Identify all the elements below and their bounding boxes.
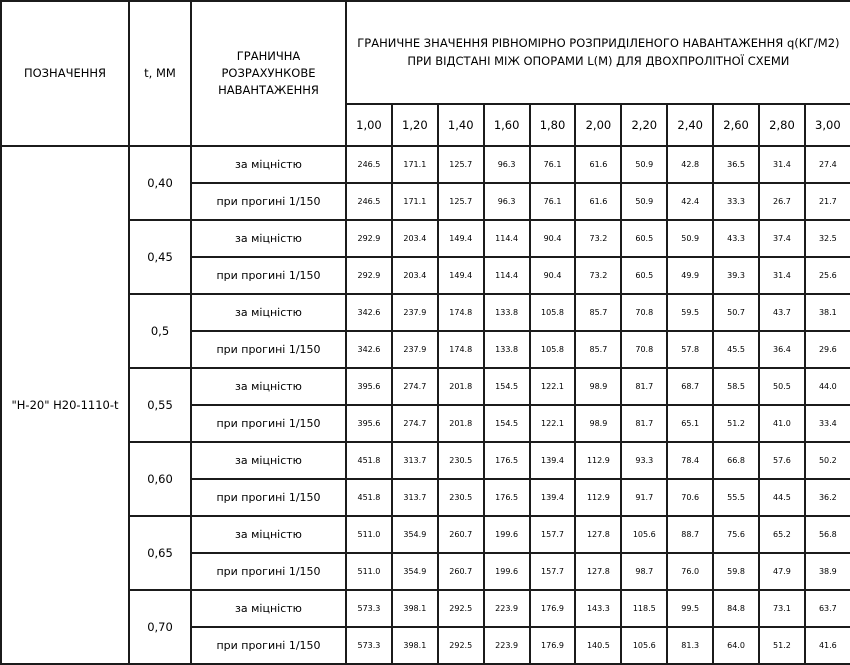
value-cell: 42.4 bbox=[667, 183, 713, 220]
value-cell: 73.2 bbox=[575, 257, 621, 294]
value-cell: 511.0 bbox=[346, 553, 392, 590]
value-cell: 230.5 bbox=[438, 442, 484, 479]
value-cell: 51.2 bbox=[759, 627, 805, 664]
value-cell: 43.7 bbox=[759, 294, 805, 331]
value-cell: 76.1 bbox=[530, 183, 576, 220]
load-type-cell: при прогині 1/150 bbox=[191, 553, 346, 590]
value-cell: 60.5 bbox=[621, 257, 667, 294]
load-type-cell: при прогині 1/150 bbox=[191, 479, 346, 516]
value-cell: 63.7 bbox=[805, 590, 850, 627]
table-body bbox=[1, 146, 850, 664]
value-cell: 292.5 bbox=[438, 590, 484, 627]
load-type-cell: при прогині 1/150 bbox=[191, 257, 346, 294]
value-cell: 149.4 bbox=[438, 257, 484, 294]
value-cell: 70.8 bbox=[621, 331, 667, 368]
thickness-cell: 0,70 bbox=[129, 590, 191, 664]
value-cell: 25.6 bbox=[805, 257, 850, 294]
thickness-cell: 0,40 bbox=[129, 146, 191, 220]
value-cell: 292.9 bbox=[346, 220, 392, 257]
value-cell: 81.7 bbox=[621, 405, 667, 442]
value-cell: 49.9 bbox=[667, 257, 713, 294]
load-type-cell: при прогині 1/150 bbox=[191, 331, 346, 368]
thickness-cell: 0,60 bbox=[129, 442, 191, 516]
value-cell: 26.7 bbox=[759, 183, 805, 220]
value-cell: 157.7 bbox=[530, 516, 576, 553]
load-type-cell: при прогині 1/150 bbox=[191, 405, 346, 442]
header-span-value: 1,40 bbox=[438, 104, 484, 146]
table-row bbox=[1, 146, 850, 183]
value-cell: 260.7 bbox=[438, 553, 484, 590]
value-cell: 114.4 bbox=[484, 220, 530, 257]
value-cell: 511.0 bbox=[346, 516, 392, 553]
value-cell: 230.5 bbox=[438, 479, 484, 516]
value-cell: 201.8 bbox=[438, 368, 484, 405]
table-row bbox=[1, 516, 850, 553]
value-cell: 122.1 bbox=[530, 405, 576, 442]
header-span-value: 1,80 bbox=[530, 104, 576, 146]
value-cell: 395.6 bbox=[346, 368, 392, 405]
value-cell: 395.6 bbox=[346, 405, 392, 442]
value-cell: 37.4 bbox=[759, 220, 805, 257]
header-designation: ПОЗНАЧЕННЯ bbox=[1, 1, 129, 146]
value-cell: 246.5 bbox=[346, 183, 392, 220]
table-row bbox=[1, 442, 850, 479]
thickness-cell: 0,55 bbox=[129, 368, 191, 442]
table-row bbox=[1, 590, 850, 627]
value-cell: 38.9 bbox=[805, 553, 850, 590]
value-cell: 32.5 bbox=[805, 220, 850, 257]
value-cell: 84.8 bbox=[713, 590, 759, 627]
value-cell: 38.1 bbox=[805, 294, 850, 331]
value-cell: 93.3 bbox=[621, 442, 667, 479]
header-load-type: ГРАНИЧНА РОЗРАХУНКОВЕ НАВАНТАЖЕННЯ bbox=[191, 1, 346, 146]
value-cell: 105.6 bbox=[621, 627, 667, 664]
value-cell: 114.4 bbox=[484, 257, 530, 294]
value-cell: 33.4 bbox=[805, 405, 850, 442]
value-cell: 174.8 bbox=[438, 331, 484, 368]
header-span-value: 1,00 bbox=[346, 104, 392, 146]
value-cell: 573.3 bbox=[346, 590, 392, 627]
load-type-cell: за міцністю bbox=[191, 442, 346, 479]
value-cell: 203.4 bbox=[392, 257, 438, 294]
value-cell: 313.7 bbox=[392, 479, 438, 516]
load-type-cell: за міцністю bbox=[191, 220, 346, 257]
thickness-cell: 0,5 bbox=[129, 294, 191, 368]
value-cell: 139.4 bbox=[530, 442, 576, 479]
value-cell: 90.4 bbox=[530, 257, 576, 294]
value-cell: 223.9 bbox=[484, 590, 530, 627]
value-cell: 41.0 bbox=[759, 405, 805, 442]
value-cell: 43.3 bbox=[713, 220, 759, 257]
value-cell: 260.7 bbox=[438, 516, 484, 553]
header-span-value: 2,40 bbox=[667, 104, 713, 146]
value-cell: 50.5 bbox=[759, 368, 805, 405]
value-cell: 91.7 bbox=[621, 479, 667, 516]
value-cell: 44.0 bbox=[805, 368, 850, 405]
table-header bbox=[1, 1, 850, 146]
header-thickness: t, ММ bbox=[129, 1, 191, 146]
thickness-cell: 0,45 bbox=[129, 220, 191, 294]
value-cell: 313.7 bbox=[392, 442, 438, 479]
value-cell: 85.7 bbox=[575, 294, 621, 331]
value-cell: 143.3 bbox=[575, 590, 621, 627]
value-cell: 451.8 bbox=[346, 479, 392, 516]
load-type-cell: при прогині 1/150 bbox=[191, 627, 346, 664]
value-cell: 105.8 bbox=[530, 331, 576, 368]
load-type-cell: за міцністю bbox=[191, 368, 346, 405]
value-cell: 21.7 bbox=[805, 183, 850, 220]
value-cell: 176.9 bbox=[530, 590, 576, 627]
value-cell: 203.4 bbox=[392, 220, 438, 257]
value-cell: 33.3 bbox=[713, 183, 759, 220]
load-type-cell: при прогині 1/150 bbox=[191, 183, 346, 220]
value-cell: 354.9 bbox=[392, 553, 438, 590]
value-cell: 27.4 bbox=[805, 146, 850, 183]
value-cell: 36.2 bbox=[805, 479, 850, 516]
value-cell: 292.5 bbox=[438, 627, 484, 664]
value-cell: 47.9 bbox=[759, 553, 805, 590]
value-cell: 50.2 bbox=[805, 442, 850, 479]
value-cell: 58.5 bbox=[713, 368, 759, 405]
value-cell: 398.1 bbox=[392, 627, 438, 664]
value-cell: 174.8 bbox=[438, 294, 484, 331]
value-cell: 81.7 bbox=[621, 368, 667, 405]
value-cell: 59.8 bbox=[713, 553, 759, 590]
load-type-cell: за міцністю bbox=[191, 146, 346, 183]
value-cell: 36.4 bbox=[759, 331, 805, 368]
load-type-cell: за міцністю bbox=[191, 590, 346, 627]
value-cell: 122.1 bbox=[530, 368, 576, 405]
value-cell: 274.7 bbox=[392, 368, 438, 405]
value-cell: 139.4 bbox=[530, 479, 576, 516]
value-cell: 61.6 bbox=[575, 183, 621, 220]
value-cell: 42.8 bbox=[667, 146, 713, 183]
thickness-cell: 0,65 bbox=[129, 516, 191, 590]
value-cell: 73.1 bbox=[759, 590, 805, 627]
value-cell: 85.7 bbox=[575, 331, 621, 368]
load-type-cell: за міцністю bbox=[191, 294, 346, 331]
value-cell: 50.9 bbox=[621, 146, 667, 183]
value-cell: 31.4 bbox=[759, 146, 805, 183]
header-span-value: 2,80 bbox=[759, 104, 805, 146]
value-cell: 573.3 bbox=[346, 627, 392, 664]
load-type-cell: за міцністю bbox=[191, 516, 346, 553]
value-cell: 176.5 bbox=[484, 479, 530, 516]
table-row bbox=[1, 294, 850, 331]
value-cell: 76.0 bbox=[667, 553, 713, 590]
value-cell: 55.5 bbox=[713, 479, 759, 516]
header-span-value: 1,20 bbox=[392, 104, 438, 146]
value-cell: 70.6 bbox=[667, 479, 713, 516]
value-cell: 41.6 bbox=[805, 627, 850, 664]
value-cell: 171.1 bbox=[392, 146, 438, 183]
value-cell: 50.9 bbox=[621, 183, 667, 220]
value-cell: 237.9 bbox=[392, 331, 438, 368]
value-cell: 56.8 bbox=[805, 516, 850, 553]
value-cell: 342.6 bbox=[346, 294, 392, 331]
value-cell: 140.5 bbox=[575, 627, 621, 664]
value-cell: 51.2 bbox=[713, 405, 759, 442]
value-cell: 99.5 bbox=[667, 590, 713, 627]
value-cell: 65.2 bbox=[759, 516, 805, 553]
value-cell: 201.8 bbox=[438, 405, 484, 442]
value-cell: 125.7 bbox=[438, 146, 484, 183]
value-cell: 125.7 bbox=[438, 183, 484, 220]
value-cell: 65.1 bbox=[667, 405, 713, 442]
value-cell: 154.5 bbox=[484, 368, 530, 405]
value-cell: 127.8 bbox=[575, 516, 621, 553]
header-row-top bbox=[1, 1, 850, 104]
value-cell: 292.9 bbox=[346, 257, 392, 294]
value-cell: 75.6 bbox=[713, 516, 759, 553]
header-span-value: 2,00 bbox=[575, 104, 621, 146]
value-cell: 50.7 bbox=[713, 294, 759, 331]
value-cell: 133.8 bbox=[484, 294, 530, 331]
header-span-value: 1,60 bbox=[484, 104, 530, 146]
value-cell: 98.9 bbox=[575, 368, 621, 405]
value-cell: 127.8 bbox=[575, 553, 621, 590]
table-row bbox=[1, 220, 850, 257]
value-cell: 60.5 bbox=[621, 220, 667, 257]
value-cell: 398.1 bbox=[392, 590, 438, 627]
value-cell: 57.8 bbox=[667, 331, 713, 368]
value-cell: 237.9 bbox=[392, 294, 438, 331]
value-cell: 31.4 bbox=[759, 257, 805, 294]
value-cell: 61.6 bbox=[575, 146, 621, 183]
header-span-value: 2,20 bbox=[621, 104, 667, 146]
value-cell: 68.7 bbox=[667, 368, 713, 405]
value-cell: 199.6 bbox=[484, 516, 530, 553]
value-cell: 96.3 bbox=[484, 146, 530, 183]
value-cell: 451.8 bbox=[346, 442, 392, 479]
value-cell: 29.6 bbox=[805, 331, 850, 368]
designation-cell: "Н-20" Н20-1110-t bbox=[1, 146, 129, 664]
value-cell: 76.1 bbox=[530, 146, 576, 183]
value-cell: 112.9 bbox=[575, 442, 621, 479]
value-cell: 342.6 bbox=[346, 331, 392, 368]
table-row bbox=[1, 368, 850, 405]
value-cell: 176.9 bbox=[530, 627, 576, 664]
value-cell: 118.5 bbox=[621, 590, 667, 627]
value-cell: 44.5 bbox=[759, 479, 805, 516]
value-cell: 171.1 bbox=[392, 183, 438, 220]
value-cell: 149.4 bbox=[438, 220, 484, 257]
value-cell: 274.7 bbox=[392, 405, 438, 442]
value-cell: 154.5 bbox=[484, 405, 530, 442]
value-cell: 176.5 bbox=[484, 442, 530, 479]
value-cell: 98.7 bbox=[621, 553, 667, 590]
value-cell: 354.9 bbox=[392, 516, 438, 553]
header-span-value: 2,60 bbox=[713, 104, 759, 146]
value-cell: 39.3 bbox=[713, 257, 759, 294]
value-cell: 133.8 bbox=[484, 331, 530, 368]
value-cell: 246.5 bbox=[346, 146, 392, 183]
value-cell: 70.8 bbox=[621, 294, 667, 331]
value-cell: 78.4 bbox=[667, 442, 713, 479]
header-span-title: ГРАНИЧНЕ ЗНАЧЕННЯ РІВНОМІРНО РОЗПРИДІЛЕНОГО НАВАНТАЖЕННЯ q(КГ/М2) ПРИ ВІДСТАНІ МІЖ ОПОРАМИ L(М) ДЛЯ ДВОХПРОЛІТНОЇ СХЕМИ bbox=[346, 1, 850, 104]
value-cell: 73.2 bbox=[575, 220, 621, 257]
value-cell: 59.5 bbox=[667, 294, 713, 331]
header-span-value: 3,00 bbox=[805, 104, 850, 146]
value-cell: 66.8 bbox=[713, 442, 759, 479]
value-cell: 223.9 bbox=[484, 627, 530, 664]
value-cell: 88.7 bbox=[667, 516, 713, 553]
value-cell: 50.9 bbox=[667, 220, 713, 257]
value-cell: 36.5 bbox=[713, 146, 759, 183]
value-cell: 157.7 bbox=[530, 553, 576, 590]
value-cell: 45.5 bbox=[713, 331, 759, 368]
value-cell: 90.4 bbox=[530, 220, 576, 257]
value-cell: 199.6 bbox=[484, 553, 530, 590]
value-cell: 105.6 bbox=[621, 516, 667, 553]
value-cell: 96.3 bbox=[484, 183, 530, 220]
value-cell: 105.8 bbox=[530, 294, 576, 331]
value-cell: 98.9 bbox=[575, 405, 621, 442]
value-cell: 57.6 bbox=[759, 442, 805, 479]
value-cell: 112.9 bbox=[575, 479, 621, 516]
value-cell: 64.0 bbox=[713, 627, 759, 664]
value-cell: 81.3 bbox=[667, 627, 713, 664]
